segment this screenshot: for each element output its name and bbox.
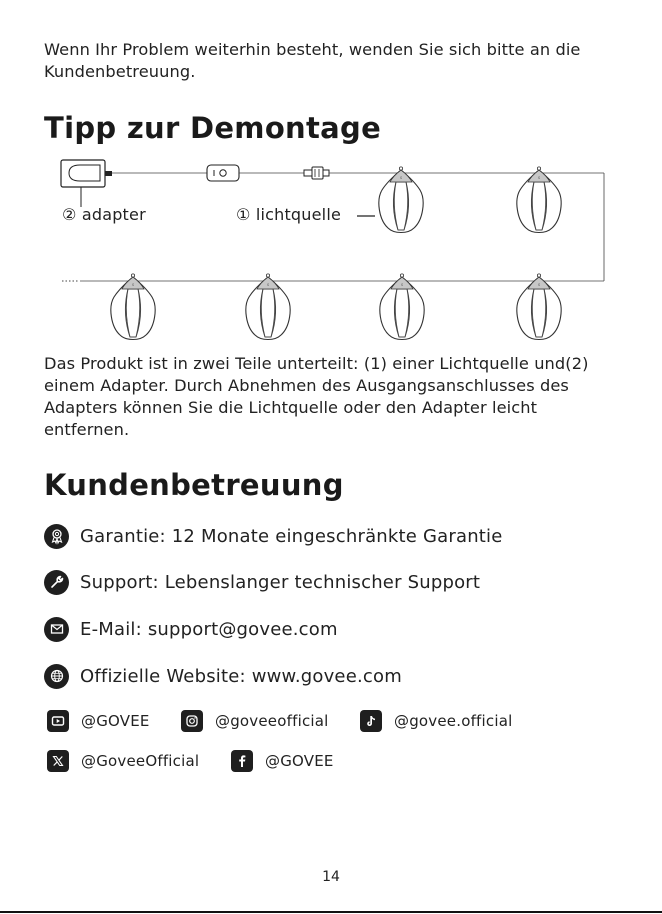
- support-item-text: E-Mail: support@govee.com: [80, 618, 338, 640]
- support-item-email: [44, 616, 338, 642]
- intro-line-1: Wenn Ihr Problem weiterhin besteht, wenden Sie sich bitte an die: [44, 40, 581, 59]
- social-handle: @GOVEE: [265, 752, 334, 770]
- support-item-warranty: [44, 523, 503, 549]
- social-handle: @govee.official: [394, 712, 513, 730]
- description-line-1: Das Produkt ist in zwei Teile unterteilt: (1) einer Lichtquelle und(2): [44, 354, 589, 373]
- intro-line-2: Kundenbetreuung.: [44, 62, 196, 81]
- lightsource-label: ① lichtquelle: [236, 205, 342, 224]
- disassembly-heading: Tipp zur Demontage: [44, 111, 382, 145]
- description-line-3: Adapters können Sie die Lichtquelle oder den Adapter leicht: [44, 398, 538, 417]
- globe-icon: [44, 664, 69, 689]
- bottom-rule: [0, 911, 662, 913]
- facebook-icon: [231, 750, 253, 772]
- bulb-icon: [517, 167, 561, 233]
- support-item-text: Offizielle Website: www.govee.com: [80, 665, 402, 687]
- warranty-badge-icon: [44, 524, 69, 549]
- adapter-icon: [61, 160, 112, 207]
- support-heading: Kundenbetreuung: [44, 468, 344, 502]
- bulb-icon: [380, 274, 424, 340]
- string-light-diagram: [0, 150, 662, 350]
- description-line-2: einem Adapter. Durch Abnehmen des Ausgangsanschlusses des: [44, 376, 569, 395]
- youtube-icon: [47, 710, 69, 732]
- tiktok-icon: [360, 710, 382, 732]
- social-youtube[interactable]: [47, 709, 150, 733]
- wrench-icon: [44, 570, 69, 595]
- social-instagram[interactable]: [181, 709, 329, 733]
- x-twitter-icon: [47, 750, 69, 772]
- social-tiktok[interactable]: [360, 709, 512, 733]
- social-handle: @GoveeOfficial: [81, 752, 200, 770]
- description-line-4: entfernen.: [44, 420, 130, 439]
- page-number: 14: [322, 869, 340, 885]
- support-item-website: [44, 663, 402, 689]
- controller-icon: [207, 165, 239, 181]
- support-item-text: Garantie: 12 Monate eingeschränkte Garantie: [80, 525, 503, 547]
- envelope-icon: [44, 617, 69, 642]
- social-handle: @GOVEE: [81, 712, 150, 730]
- support-item-technical: [44, 569, 480, 595]
- adapter-label: ② adapter: [62, 205, 146, 224]
- connector-icon: [304, 167, 329, 179]
- social-x-twitter[interactable]: [47, 749, 199, 773]
- bulb-icon: [379, 167, 423, 233]
- bulb-icon: [111, 274, 155, 340]
- social-handle: @goveeofficial: [215, 712, 329, 730]
- instagram-icon: [181, 710, 203, 732]
- bulb-icon: [246, 274, 290, 340]
- support-item-text: Support: Lebenslanger technischer Support: [80, 571, 481, 593]
- bulb-icon: [517, 274, 561, 340]
- social-facebook[interactable]: [231, 749, 334, 773]
